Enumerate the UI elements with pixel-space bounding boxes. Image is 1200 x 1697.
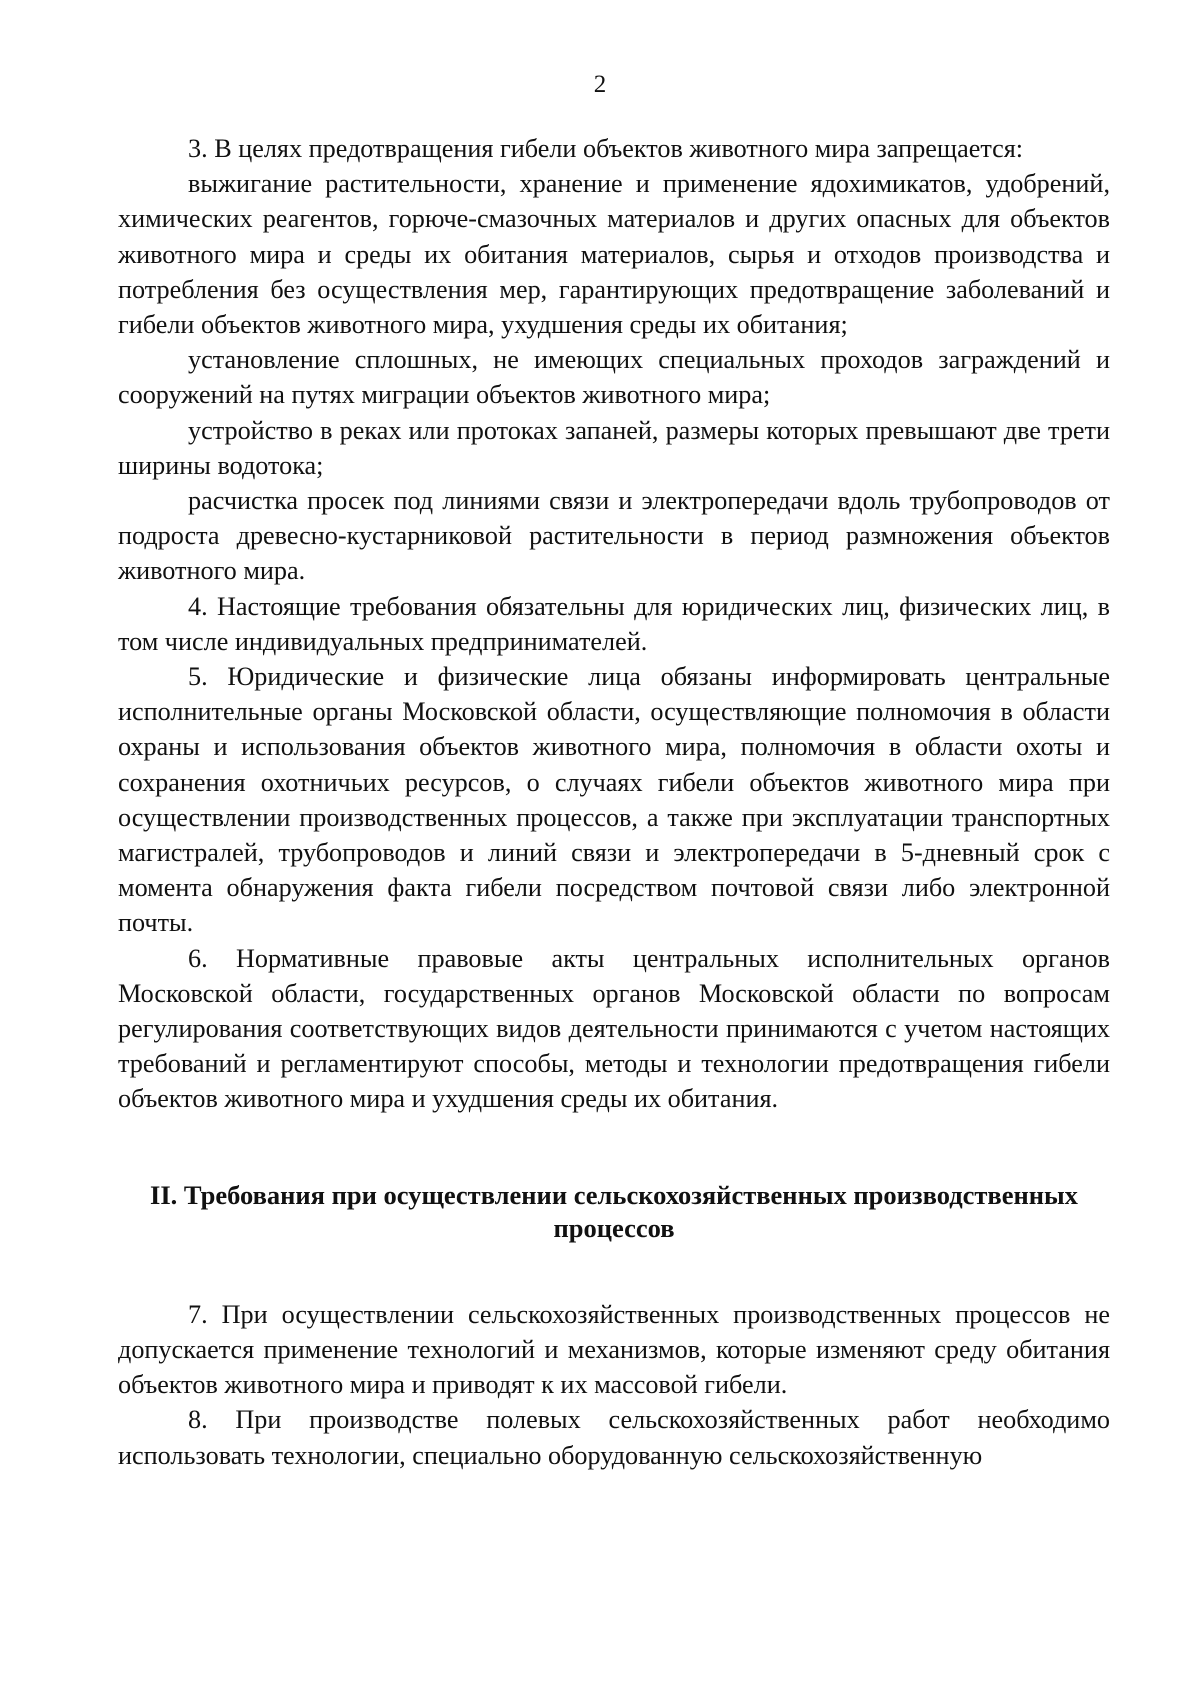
paragraph-8: 8. При производстве полевых сельскохозяйственных работ необходимо использовать технологии, специально оборудованную сельскохозяйственную [118, 1405, 1110, 1470]
paragraph-7: 7. При осуществлении сельскохозяйственных производственных процессов не допускается применение технологий и механизмов, которые изменяют среду обитания объектов животного мира и приводят к их массовой гибели. [118, 1299, 1110, 1400]
paragraph-4: 4. Настоящие требования обязательны для юридических лиц, физических лиц, в том числе индивидуальных предпринимателей. [118, 591, 1110, 656]
paragraph-3-item-burning: выжигание растительности, хранение и применение ядохимикатов, удобрений, химических реагентов, горюче-смазочных материалов и других опасных для объектов животного мира и среды их обитания материалов, сырья и отходов производства и потребления без осуществления мер, гарантирующих предотвращение заболеваний и гибели объектов животного мира, ухудшения среды их обитания; [118, 169, 1110, 340]
section-title [118, 1179, 1110, 1245]
paragraph-6: 6. Нормативные правовые акты центральных исполнительных органов Московской области, государственных органов Московской области по вопросам регулирования соответствующих видов деятельности принимаются с учетом настоящих требований и регламентируют способы, методы и технологии предотвращения гибели объектов животного мира и ухудшения среды их обитания. [118, 943, 1110, 1114]
paragraph-3-item-fences: установление сплошных, не имеющих специальных проходов заграждений и сооружений на путях миграции объектов животного мира; [118, 345, 1110, 410]
paragraph-3-item-booms: устройство в реках или протоках запаней, размеры которых превышают две трети ширины водотока; [118, 415, 1110, 480]
paragraph-3-intro: 3. В целях предотвращения гибели объектов животного мира запрещается: [188, 134, 1024, 163]
section-title-line-2: процессов [553, 1212, 675, 1243]
paragraph-3-item-clearing: расчистка просек под линиями связи и электропередачи вдоль трубопроводов от подроста древесно-кустарниковой растительности в период размножения объектов животного мира. [118, 486, 1110, 586]
document-body [118, 131, 1110, 1473]
page-number: 2 [593, 71, 607, 98]
paragraph-5: 5. Юридические и физические лица обязаны информировать центральные исполнительные органы Московской области, осуществляющие полномочия в области охраны и использования объектов животного мира, полномочия в области охоты и сохранения охотничьих ресурсов, о случаях гибели объектов животного мира при осуществлении производственных процессов, а также при эксплуатации транспортных магистралей, трубопроводов и линий связи и электропередачи в 5-дневный срок с момента обнаружения факта гибели посредством почтовой связи либо электронной почты. [118, 662, 1110, 938]
section-title-line-1: II. Требования при осуществлении сельскохозяйственных производственных [150, 1179, 1078, 1210]
